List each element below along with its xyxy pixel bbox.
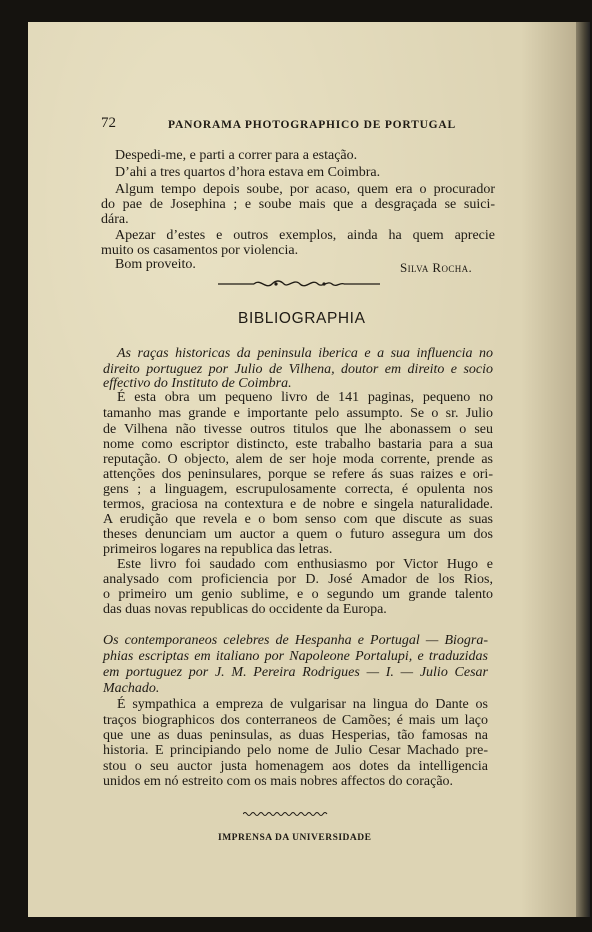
text-line: primeiros logares na republica das letras. (103, 542, 333, 557)
text-line: Machado. (103, 681, 160, 696)
text-line: Este livro foi saudado com enthusiasmo por Victor Hugo e (117, 557, 493, 572)
text-line: Despedi-me, e parti a correr para a estação. (115, 148, 358, 163)
ornamental-divider (218, 276, 380, 292)
text-line: Bom proveito. (115, 257, 196, 272)
text-line: tamanho mas grande e importante pelo assumpto. Se o sr. Julio (103, 406, 493, 421)
text-line: nome como escriptor distincto, este trabalho bastaria para a sua (103, 437, 493, 452)
text-line: em portuguez por J. M. Pereira Rodrigues — I. — Julio Cesar (103, 665, 488, 680)
text-line: É sympathica a empreza de vulgarisar na lingua do Dante os (117, 697, 488, 712)
text-line: gens ; a linguagem, escrupulosamente correcta, é opulenta nos (103, 482, 493, 497)
text-line: muito os casamentos por violencia. (101, 243, 299, 258)
text-line: As raças historicas da peninsula iberica e a sua influencia no (117, 346, 493, 361)
text-line: que une as duas peninsulas, as duas Hesperias, tão famosas na (103, 728, 488, 743)
text-line: effectivo do Instituto de Coimbra. (103, 376, 292, 391)
page-number: 72 (101, 115, 116, 131)
imprint: IMPRENSA DA UNIVERSIDADE (218, 833, 372, 843)
closing-wave-rule (243, 810, 329, 818)
running-head: PANORAMA PHOTOGRAPHICO DE PORTUGAL (168, 119, 456, 131)
text-line: analysado com proficiencia por D. José Amador de los Rios, (103, 572, 493, 587)
text-line: o primeiro um genio sublime, e o segundo um grande talento (103, 587, 493, 602)
text-line: A erudição que revela e o bom senso com que discute as suas (103, 512, 493, 527)
text-line: Os contemporaneos celebres de Hespanha e Portugal — Biogra- (103, 633, 488, 648)
text-line: direito portuguez por Julio de Vilhena, doutor em direito e socio (103, 362, 493, 377)
text-line: stou o seu auctor justa homenagem aos dotes da intelligencia (103, 759, 488, 774)
text-line: dára. (101, 212, 129, 227)
text-line: D’ahi a tres quartos d’hora estava em Coimbra. (115, 165, 381, 180)
text-line: das duas novas republicas do occidente da Europa. (103, 602, 387, 617)
text-line: do pae de Josephina ; e soube mais que a desgraçada se suici- (101, 197, 495, 212)
text-line: Algum tempo depois soube, por acaso, quem era o procurador (115, 182, 495, 197)
text-line: reputação. O objecto, alem de ser hoje moda corrente, prende as (103, 452, 493, 467)
text-line: phias escriptas em italiano por Napoleone Portalupi, e traduzidas (103, 649, 488, 664)
section-title: BIBLIOGRAPHIA (238, 310, 366, 327)
book-spine-edge (576, 22, 590, 917)
signature: Silva Rocha. (400, 260, 473, 275)
text-line: É esta obra um pequeno livro de 141 paginas, pequeno no (117, 390, 493, 405)
text-line: unidos em nó estreito com os mais nobres affectos do coração. (103, 774, 454, 789)
text-line: termos, graciosa na contextura e de nobre e singela naturalidade. (103, 497, 493, 512)
text-line: de Vilhena não tivesse outros titulos que lhe abonassem o seu (103, 422, 493, 437)
text-line: traços biographicos dos conterraneos de Camões; é mais um laço (103, 713, 488, 728)
text-line: historia. E principiando pelo nome de Julio Cesar Machado pre- (103, 743, 488, 758)
text-line: Apezar d’estes e outros exemplos, ainda ha quem aprecie (115, 228, 495, 243)
text-line: attenções dos peninsulares, porque se refere ás suas raizes e ori- (103, 467, 493, 482)
text-line: theses denunciam um auctor a quem o futuro assegura um dos (103, 527, 493, 542)
